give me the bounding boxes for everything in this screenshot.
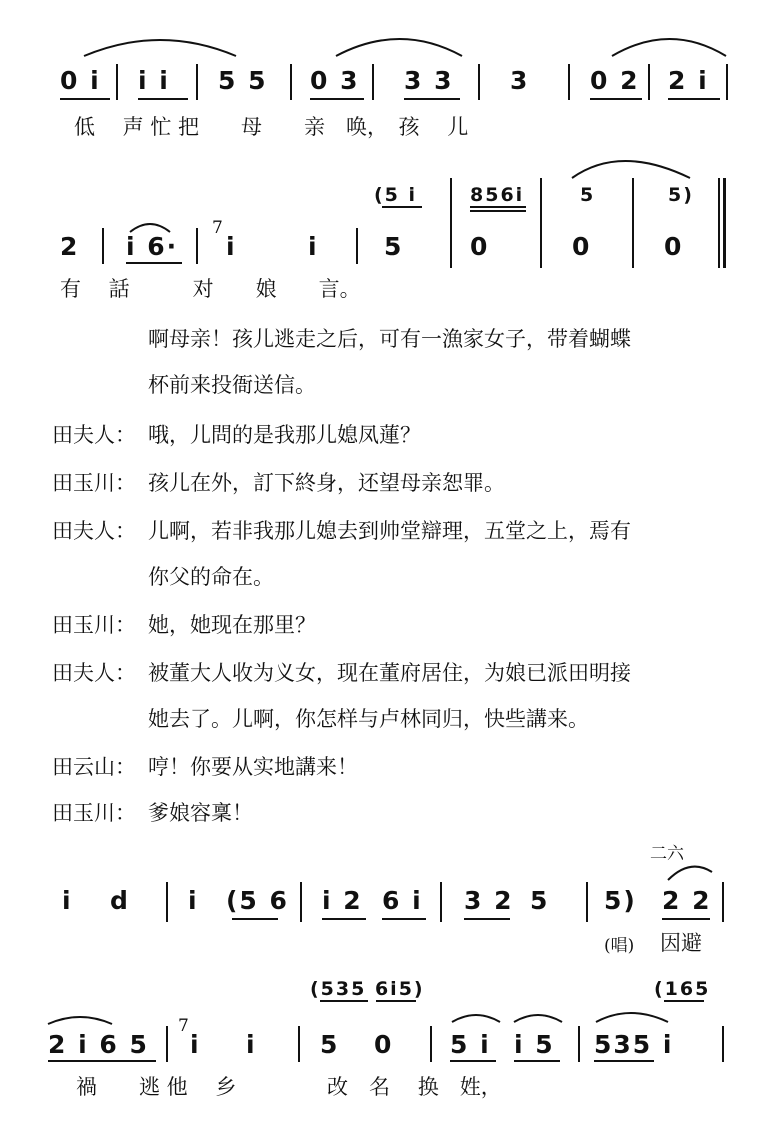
measure-note: 0 [374, 1030, 394, 1059]
beam-underline [126, 262, 182, 264]
dialogue-line: 田玉川： 爹娘容稟！ [52, 801, 253, 825]
measure-note: 2 2 [662, 886, 712, 915]
bar-line [568, 64, 570, 100]
measure-note: i [62, 886, 73, 915]
beam-underline [464, 918, 510, 920]
beam-underline [60, 98, 110, 100]
beam-underline [662, 918, 710, 920]
bar-line [722, 1026, 724, 1062]
bar-line [196, 64, 198, 100]
speaker-name: 田玉川： [52, 613, 136, 637]
beam-underline [404, 98, 460, 100]
final-bar-line [723, 178, 726, 268]
measure-note: 2 i 6 5 [48, 1030, 149, 1059]
dialogue-line: 你父的命在。 [148, 565, 274, 589]
bar-line [478, 64, 480, 100]
cue-notes: (535 6i5) [310, 978, 425, 1000]
measure-note: 0 2 [590, 66, 640, 95]
bar-line [356, 228, 358, 264]
cue-notes: 5 [580, 184, 596, 206]
measure-note: 0 i [60, 66, 101, 95]
measure-note: 5 [320, 1030, 340, 1059]
beam-underline [322, 918, 366, 920]
speaker-name: 田夫人： [52, 519, 136, 543]
beam-underline [320, 1000, 368, 1002]
measure-note: i [246, 1030, 257, 1059]
grace-note: 7 [178, 1016, 189, 1036]
dialogue-line: 她去了。儿啊，你怎样与卢林同归，快些講来。 [148, 707, 589, 731]
measure-note: i 2 [322, 886, 363, 915]
dialogue-line: 田玉川： 孩儿在外，訂下終身，还望母亲恕罪。 [52, 471, 505, 495]
dialogue-line: 啊母亲！孩儿逃走之后，可有一漁家女子，带着蝴蝶 [148, 327, 631, 351]
speaker-name: 田夫人： [52, 423, 136, 447]
lyric-line: 禍 逃 他 乡 改 名 换 姓， [76, 1075, 502, 1099]
bar-line [722, 882, 724, 922]
bar-line [586, 882, 588, 922]
bar-line [300, 882, 302, 922]
beam-underline [48, 1060, 156, 1062]
dialogue-line: 田夫人： 儿啊，若非我那儿媳去到帅堂辯理，五堂之上，焉有 [52, 519, 631, 543]
measure-note: i [190, 1030, 201, 1059]
measure-note: 3 2 [464, 886, 514, 915]
beam-underline [590, 98, 642, 100]
beam-underline [382, 918, 426, 920]
bar-line [290, 64, 292, 100]
bar-line [718, 178, 720, 268]
measure-note: 3 [510, 66, 530, 95]
dialogue-line: 田玉川： 她，她现在那里？ [52, 613, 316, 637]
beam-underline [310, 98, 364, 100]
measure-note: 2 [60, 232, 80, 261]
beam-underline [382, 206, 422, 208]
measure-note: i [188, 886, 199, 915]
beam-underline [594, 1060, 654, 1062]
bar-line [166, 882, 168, 922]
bar-line [632, 178, 634, 268]
sing-marker: (唱) [604, 936, 635, 956]
lyric-line: 低 声 忙 把 母 亲 唤， 孩 儿 [74, 115, 469, 139]
bar-line [372, 64, 374, 100]
dialogue-line: 田夫人： 哦，儿問的是我那儿媳凤蓮？ [52, 423, 421, 447]
measure-note: 6 i [382, 886, 423, 915]
measure-note: 5 [384, 232, 404, 261]
slur-arc [84, 40, 236, 56]
cue-notes: (5 i [374, 184, 418, 206]
beam-underline [514, 1060, 560, 1062]
beam-underline [138, 98, 188, 100]
lyric-line: 因避 [660, 931, 702, 955]
measure-note: i [308, 232, 319, 261]
measure-note: 5 5 [218, 66, 268, 95]
bar-line [450, 178, 452, 268]
slur-arc [48, 1017, 112, 1024]
slur-arc [668, 867, 712, 880]
speaker-name: 田玉川： [52, 471, 136, 495]
slur-arc [514, 1015, 562, 1022]
slur-arc [612, 39, 726, 56]
beam-underline [450, 1060, 496, 1062]
measure-note: 5 i [450, 1030, 491, 1059]
bar-line [430, 1026, 432, 1062]
beam-underline [664, 1000, 704, 1002]
speaker-name: 田夫人： [52, 661, 136, 685]
beam-underline [470, 206, 526, 208]
measure-note: 2 i [668, 66, 709, 95]
measure-note: 0 3 [310, 66, 360, 95]
bar-line [166, 1026, 168, 1062]
bar-line [726, 64, 728, 100]
speaker-name: 田云山： [52, 755, 136, 779]
slur-arc [452, 1015, 500, 1022]
measure-note: i i [138, 66, 170, 95]
bar-line [648, 64, 650, 100]
bar-line [298, 1026, 300, 1062]
speaker-name: 田玉川： [52, 801, 136, 825]
measure-note: i [226, 232, 237, 261]
slur-arc [336, 39, 462, 56]
slur-arc [572, 161, 690, 178]
page-number: 二六 [650, 844, 684, 864]
measure-note: 3 3 [404, 66, 454, 95]
bar-line [578, 1026, 580, 1062]
measure-note: 5) [604, 886, 637, 915]
slur-arc [596, 1013, 668, 1022]
beam-underline [668, 98, 720, 100]
measure-note: i 5 [514, 1030, 555, 1059]
cue-notes: 856i [470, 184, 525, 206]
cue-notes: 5) [668, 184, 694, 206]
dialogue-line: 田云山： 哼！你要从实地講来！ [52, 755, 358, 779]
beam-underline [232, 918, 278, 920]
beam-underline [470, 210, 526, 212]
beam-underline [376, 1000, 416, 1002]
measure-note: (5 6 [226, 886, 289, 915]
measure-note: 535 i [594, 1030, 674, 1059]
measure-note: 0 [470, 232, 490, 261]
bar-line [196, 228, 198, 264]
dialogue-line: 田夫人： 被董大人收为义女，现在董府居住，为娘已派田明接 [52, 661, 631, 685]
measure-note: i 6· [126, 232, 179, 261]
dialogue-line: 杯前来投衙送信。 [148, 373, 316, 397]
bar-line [540, 178, 542, 268]
measure-note: d [110, 886, 130, 915]
measure-note: 0 [572, 232, 592, 261]
slur-arc [130, 224, 170, 232]
bar-line [440, 882, 442, 922]
bar-line [116, 64, 118, 100]
measure-note: 5 [530, 886, 550, 915]
lyric-line: 有 話 对 娘 言。 [60, 277, 361, 301]
bar-line [102, 228, 104, 264]
measure-note: 0 [664, 232, 684, 261]
grace-note: 7 [212, 218, 223, 238]
cue-notes: (165 [654, 978, 711, 1000]
